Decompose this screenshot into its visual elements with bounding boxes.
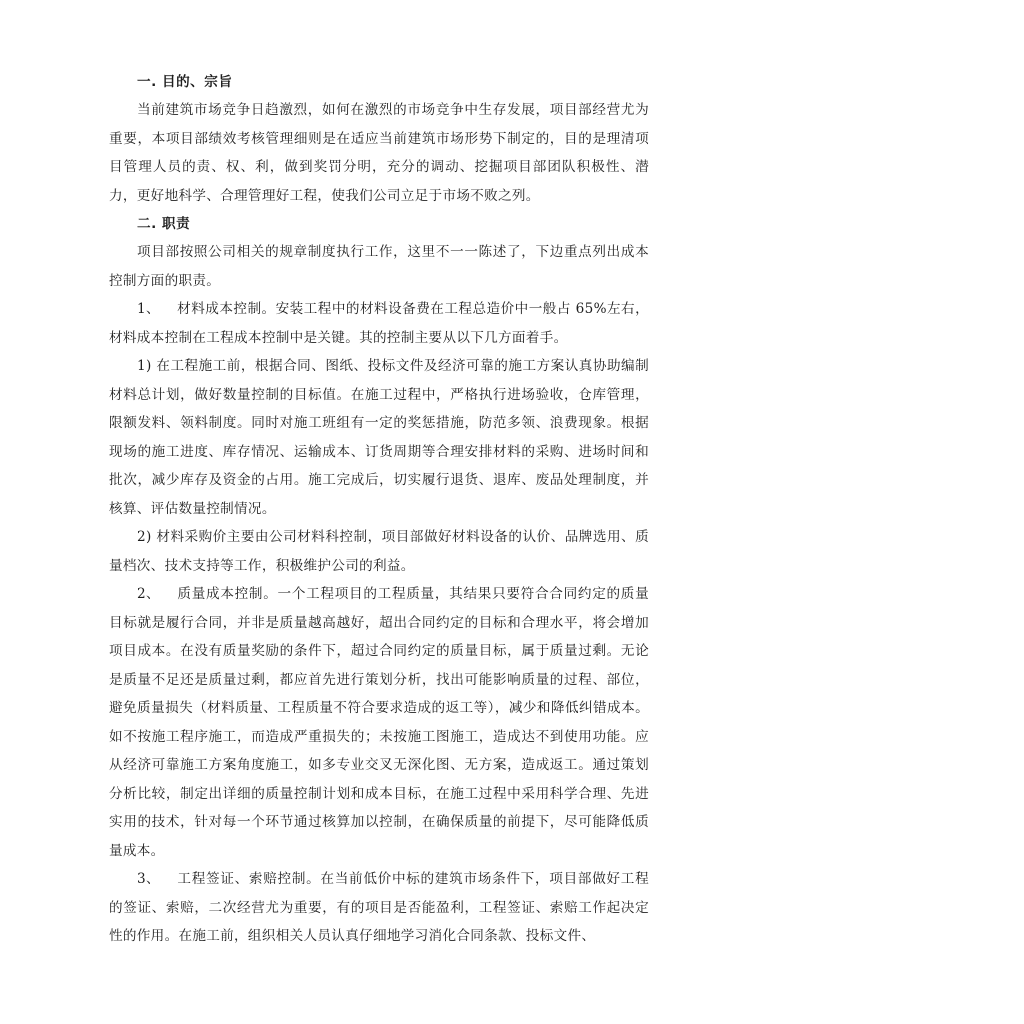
item-number: 1、	[137, 301, 160, 317]
item-number: 2、	[137, 586, 160, 602]
item-text: 材料成本控制。安装工程中的材料设备费在工程总造价中一般占 65%左右，材料成本控制在工程成本控制中是关键。其的控制主要从以下几方面着手。	[109, 301, 649, 346]
item-quality-cost	[109, 580, 649, 865]
item-text: 工程签证、索赔控制。在当前低价中标的建筑市场条件下，项目部做好工程的签证、索赔，二次经营尤为重要，有的项目是否能盈利，工程签证、索赔工作起决定性的作用。在施工前，组织相关人员认真仔细地学习消化合同条款、投标文件、	[109, 871, 649, 944]
document-page	[109, 68, 649, 951]
material-subitem-1: 1) 在工程施工前，根据合同、图纸、投标文件及经济可靠的施工方案认真协助编制材料总计划，做好数量控制的目标值。在施工过程中，严格执行进场验收，仓库管理，限额发料、领料制度。同时对施工班组有一定的奖惩措施，防范多领、浪费现象。根据现场的施工进度、库存情况、运输成本、订货周期等合理安排材料的采购、进场时间和批次，减少库存及资金的占用。施工完成后，切实履行退货、退库、废品处理制度，并核算、评估数量控制情况。	[109, 358, 649, 517]
item-number: 3、	[137, 871, 160, 887]
material-subitem-2: 2) 材料采购价主要由公司材料科控制，项目部做好材料设备的认价、品牌选用、质量档次、技术支持等工作，积极维护公司的利益。	[109, 529, 649, 574]
purpose-paragraph: 当前建筑市场竞争日趋激烈，如何在激烈的市场竞争中生存发展，项目部经营尤为重要，本项目部绩效考核管理细则是在适应当前建筑市场形势下制定的，目的是理清项目管理人员的责、权、利，做到奖罚分明，充分的调动、挖掘项目部团队积极性、潜力，更好地科学、合理管理好工程，使我们公司立足于市场不败之列。	[109, 102, 649, 204]
duties-intro-paragraph: 项目部按照公司相关的规章制度执行工作，这里不一一陈述了，下边重点列出成本控制方面的职责。	[109, 244, 649, 289]
item-text: 质量成本控制。一个工程项目的工程质量，其结果只要符合合同约定的质量目标就是履行合同，并非是质量越高越好，超出合同约定的目标和合理水平，将会增加项目成本。在没有质量奖励的条件下，超过合同约定的质量目标，属于质量过剩。无论是质量不足还是质量过剩，都应首先进行策划分析，找出可能影响质量的过程、部位，避免质量损失（材料质量、工程质量不符合要求造成的返工等），减少和降低纠错成本。如不按施工程序施工，而造成严重损失的；未按施工图施工，造成达不到使用功能。应从经济可靠施工方案角度施工，如多专业交叉无深化图、无方案，造成返工。通过策划分析比较，制定出详细的质量控制计划和成本目标，在施工过程中采用科学合理、先进实用的技术，针对每一个环节通过核算加以控制，在确保质量的前提下，尽可能降低质量成本。	[109, 586, 649, 859]
section-heading-duties: 二. 职责	[137, 216, 191, 232]
item-material-cost	[109, 295, 649, 352]
section-heading-purpose: 一. 目的、宗旨	[137, 74, 233, 90]
item-visa-claims	[109, 865, 649, 951]
